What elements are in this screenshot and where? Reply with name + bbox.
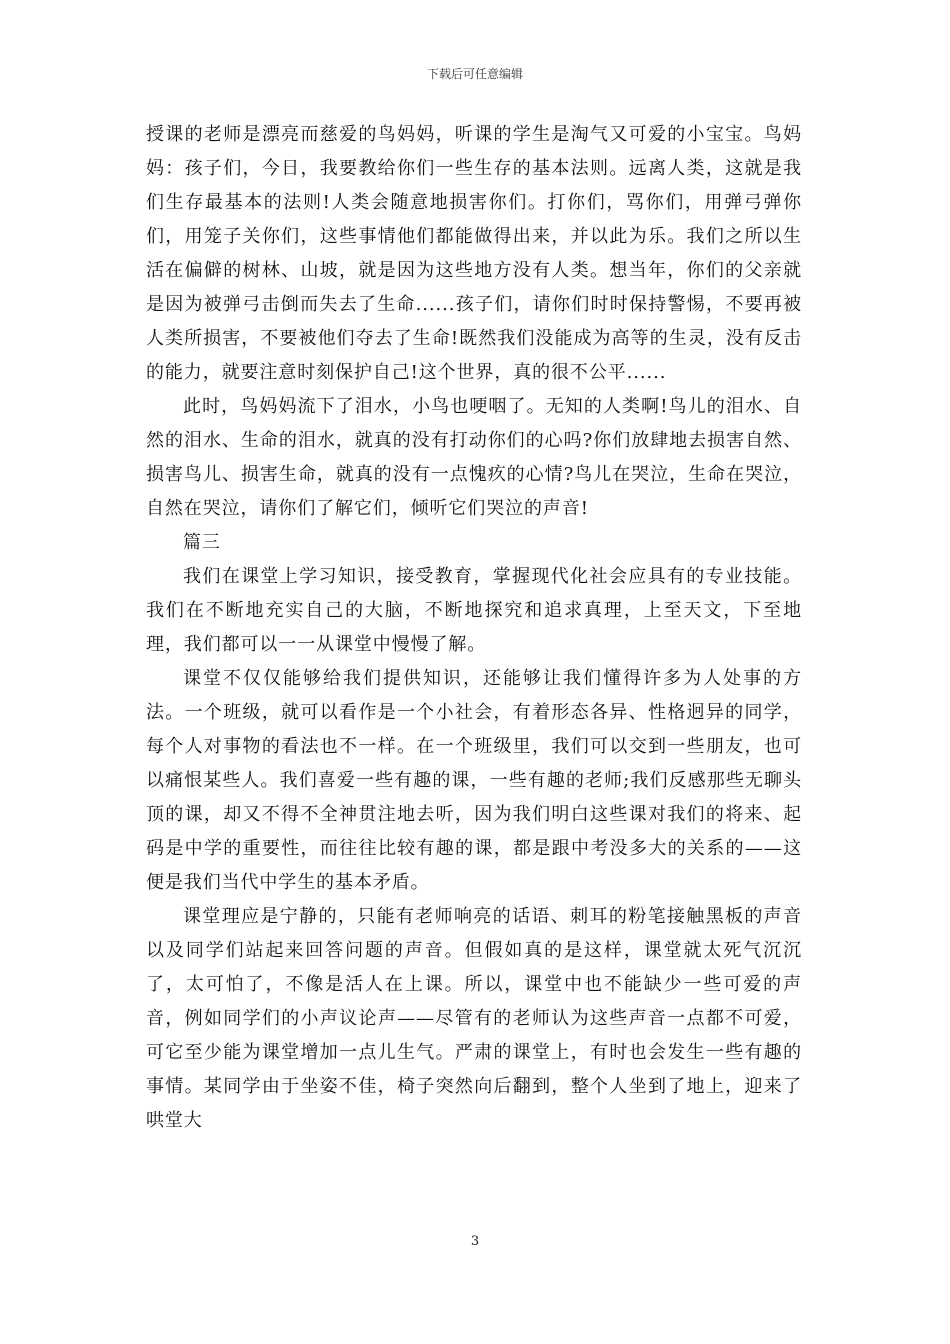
page-header: 下载后可任意编辑 [426,67,523,81]
paragraph-3: 我们在课堂上学习知识，接受教育，掌握现代化社会应具有的专业技能。我们在不断地充实自己的大脑，不断地探究和追求真理，上至天文，下至地理，我们都可以一一从课堂中慢慢了解。 [146,566,802,655]
paragraph-5: 课堂理应是宁静的，只能有老师响亮的话语、刺耳的粉笔接触黑板的声音以及同学们站起来回答问题的声音。但假如真的是这样，课堂就太死气沉沉了，太可怕了，不像是活人在上课。所以，课堂中也不能缺少一些可爱的声音，例如同学们的小声议论声——尽管有的老师认为这些声音一点都不可爱，可它至少能为课堂增加一点儿生气。严肃的课堂上，有时也会发生一些有趣的事情。某同学由于坐姿不佳，椅子突然向后翻到，整个人坐到了地上，迎来了哄堂大 [146,906,802,1131]
paragraph-2: 此时，鸟妈妈流下了泪水，小鸟也哽咽了。无知的人类啊!鸟儿的泪水、自然的泪水、生命的泪水，就真的没有打动你们的心吗?你们放肆地去损害自然、损害鸟儿、损害生命，就真的没有一点愧疚的心情?鸟儿在哭泣，生命在哭泣，自然在哭泣，请你们了解它们，倾听它们哭泣的声音! [146,396,802,519]
section-heading: 篇三 [183,532,221,553]
paragraph-1: 授课的老师是漂亮而慈爱的鸟妈妈，听课的学生是淘气又可爱的小宝宝。鸟妈妈：孩子们，今日，我要教给你们一些生存的基本法则。远离人类，这就是我们生存最基本的法则!人类会随意地损害你们。打你们，骂你们，用弹弓弹你们，用笼子关你们，这些事情他们都能做得出来，并以此为乐。我们之所以生活在偏僻的树林、山坡，就是因为这些地方没有人类。想当年，你们的父亲就是因为被弹弓击倒而失去了生命......孩子们，请你们时时保持警惕，不要再被人类所损害，不要被他们夺去了生命!既然我们没能成为高等的生灵，没有反击的能力，就要注意时刻保护自己!这个世界，真的很不公平...... [146,124,802,383]
paragraph-4: 课堂不仅仅能够给我们提供知识，还能够让我们懂得许多为人处事的方法。一个班级，就可以看作是一个小社会，有着形态各异、性格迥异的同学，每个人对事物的看法也不一样。在一个班级里，我们可以交到一些朋友，也可以痛恨某些人。我们喜爱一些有趣的课，一些有趣的老师;我们反感那些无聊头顶的课，却又不得不全神贯注地去听，因为我们明白这些课对我们的将来、起码是中学的重要性，而往往比较有趣的课，都是跟中考没多大的关系的——这便是我们当代中学生的基本矛盾。 [146,668,802,893]
page-number: 3 [470,1234,480,1249]
document-body [146,118,802,1138]
